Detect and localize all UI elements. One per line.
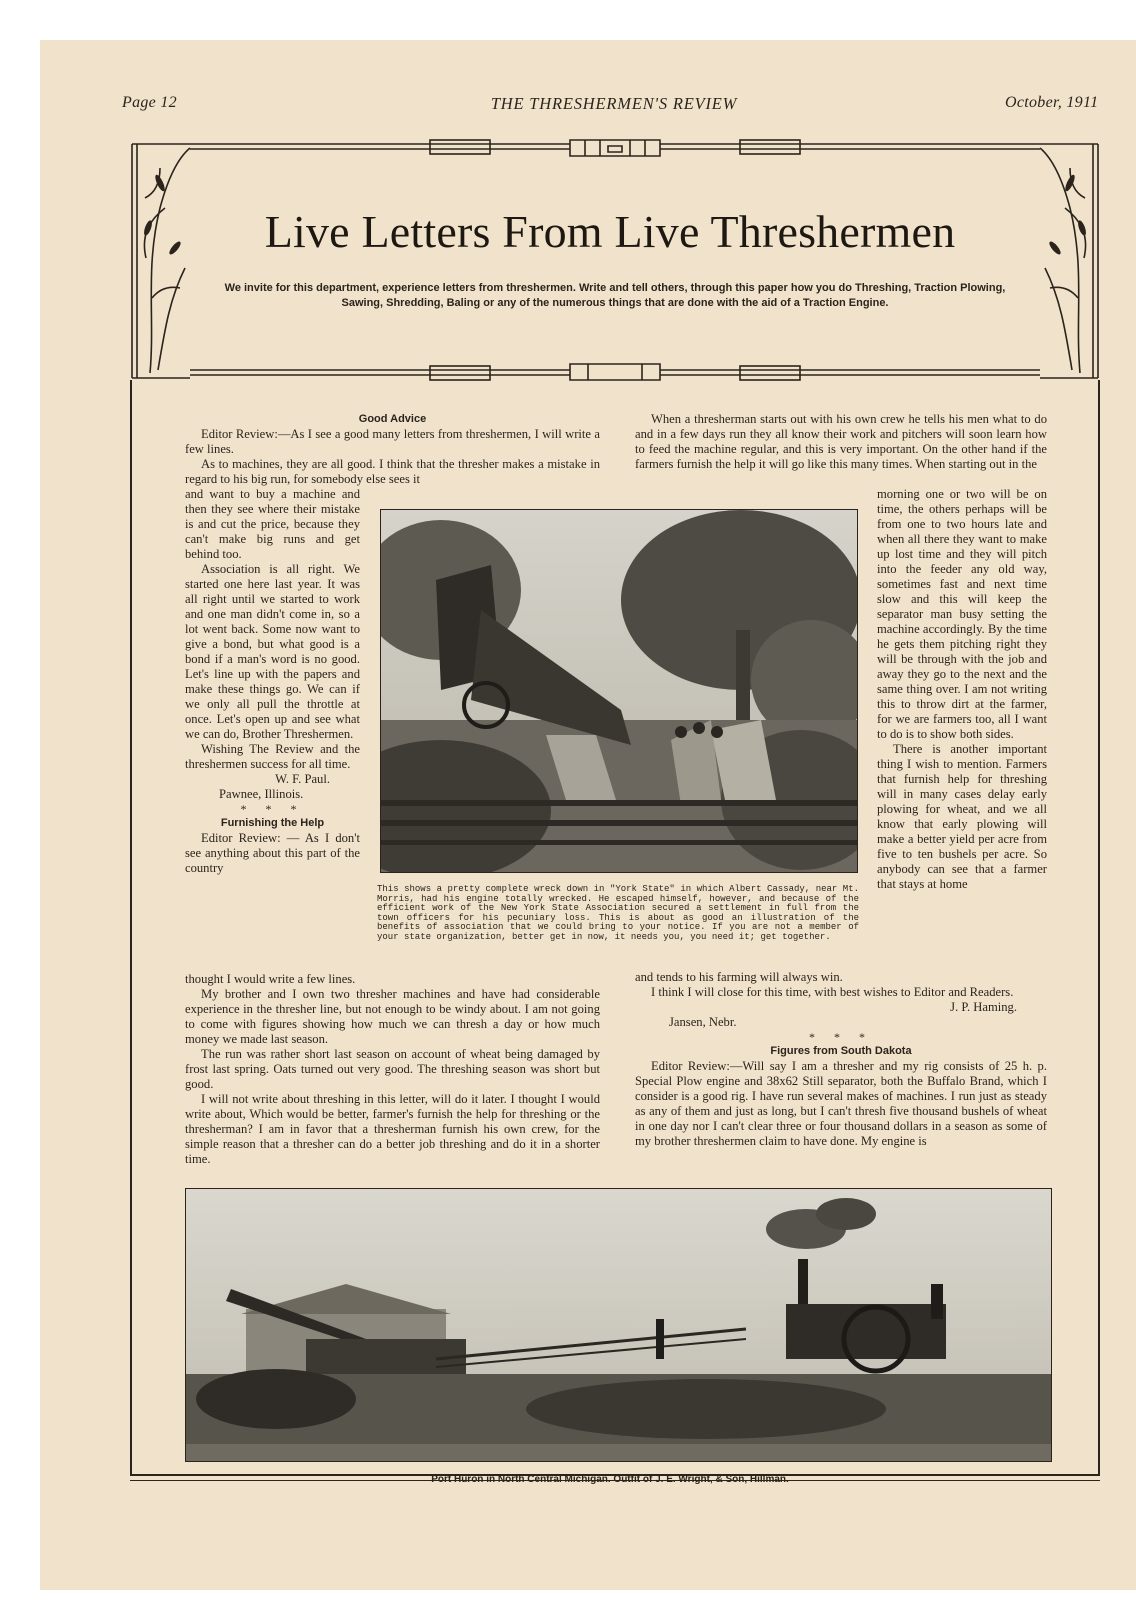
department-intro: We invite for this department, experience letters from threshermen. Write and tell others, through this paper how you do Threshing, Traction Plowing, Sawing, Shredding, Baling or any of the numerous things that are done with the aid of a Traction Engine.: [224, 282, 1006, 309]
port-huron-photo: [185, 1188, 1052, 1462]
paragraph: As to machines, they are all good. I think that the thresher makes a mistake in regard to his big run, for somebody else sees it: [185, 457, 600, 486]
paragraph: Association is all right. We started one here last year. It was all right until we started to work and one man didn't come in, so a lot went back. Some now want to give a bond, but what good is a bond if a man's word is no good. Let's line up with the papers and make these things go. We can if we only all pull the throttle at once. Let's open up and see what we can do, Brother Threshermen.: [185, 562, 360, 741]
port-huron-caption: Port Huron in North Central Michigan. Outfit of J. E. Wright, & Son, Hillman.: [431, 1474, 789, 1485]
paragraph: There is another important thing I wish to mention. Farmers that furnish help for threshing will in many cases delay early plowing for wheat, and we all know that early plowing will make a better yield per acre from five to ten bushels per acre. So anybody can see that a farmer that stays at home: [877, 742, 1047, 891]
heading-good-advice: Good Advice: [358, 413, 427, 425]
issue-date: October, 1911: [1005, 94, 1099, 111]
publication-title: THE THRESHERMEN'S REVIEW: [490, 94, 738, 113]
paragraph: Editor Review:—As I see a good many letters from threshermen, I will write a few lines.: [185, 427, 600, 456]
paragraph: I think I will close for this time, with best wishes to Editor and Readers.: [651, 985, 1014, 999]
paragraph: thought I would write a few lines.: [185, 972, 356, 986]
paragraph: morning one or two will be on time, the others perhaps will be from one to two hours late and when all there they want to make up lost time and they will pitch into the feeder any old way, sometimes fast and next time slow and this will keep the separator man busy setting the machine accordingly. By the time he gets them pitching right they will be through with the job and away they go to the next and the same thing over. I am not writing this to throw dirt at the farmer, for we are farmers too, all I want to do is to show both sides.: [877, 487, 1047, 741]
paragraph: and tends to his farming will always win.: [635, 970, 843, 984]
paragraph: Editor Review:—Will say I am a thresher and my rig consists of 25 h. p. Special Plow engine and 38x62 Still separator, both the Buffalo Brand, which I consider is a good rig. I have run several makes of machines. I run just as steady as any of them and just as long, but I can't thresh five thousand bushels of wheat in one day nor I can't clear three or four thousand dollars in a season as some of my brother threshermen claim to have done. My engine is: [635, 1059, 1047, 1148]
paragraph: I will not write about threshing in this letter, will do it later. I thought I would write about, Which would be better, farmer's furnish the help for threshing or the thresherman? I am in favor that a thresherman furnish his own crew, for the simple reason that a thresher can do a better job threshing and do it in a shorter time.: [185, 1092, 600, 1166]
heading-furnishing-help: Furnishing the Help: [220, 817, 325, 829]
signature-location: Jansen, Nebr.: [669, 1015, 737, 1029]
signature: J. P. Haming.: [950, 1000, 1017, 1014]
port-huron-photo-image: [186, 1189, 1051, 1461]
wreck-photo-caption: This shows a pretty complete wreck down in "York State" in which Albert Cassady, near Mt. Morris, had his engine totally wrecked. He escaped himself, however, and because of the efficient work of the New York State Association secured a settlement in full from the town officers for his pecuniary loss. This is about as good an illustration of the benefits of association that we could bring to your notice. If you are not a member of your state organization, better get in now, it needs you, you need it; get together.: [377, 884, 859, 942]
paragraph: When a thresherman starts out with his own crew he tells his men what to do and in a few days run they all know their work and pitchers will soon learn how to feed the machine regular, and this is very important. On the other hand if the farmers furnish the help it will go like this many times. When starting out in the: [635, 412, 1047, 471]
letter-good-advice-top: [185, 412, 600, 487]
letter-continued-top: [635, 412, 1047, 472]
letter-continued-bottom: [635, 970, 1047, 1149]
frame-left-rule: [130, 380, 132, 1476]
section-divider-stars: * * *: [809, 1030, 873, 1044]
paragraph: and want to buy a machine and then they see where their mistake is and cut the price, because they can't make big runs and get behind too.: [185, 487, 360, 561]
paragraph: Wishing The Review and the threshermen success for all time.: [185, 742, 360, 771]
signature: W. F. Paul.: [275, 772, 330, 786]
heading-south-dakota: Figures from South Dakota: [770, 1045, 912, 1057]
signature-location: Pawnee, Illinois.: [219, 787, 304, 801]
letter-continued-narrow: [877, 487, 1047, 892]
paragraph: The run was rather short last season on account of wheat being damaged by frost last spring. Oats turned out very good. The threshing season was short but good.: [185, 1047, 600, 1091]
wreck-photo: [380, 509, 858, 873]
banner-ornament-frame: [130, 138, 1100, 383]
paragraph: Editor Review: — As I don't see anything about this part of the country: [185, 831, 360, 875]
section-divider-stars: * * *: [240, 802, 305, 816]
letter-good-advice-narrow: [185, 487, 360, 876]
department-title: Live Letters From Live Threshermen: [264, 206, 956, 257]
wreck-photo-image: [381, 510, 857, 872]
page-number: Page 12: [122, 94, 177, 111]
paragraph: My brother and I own two thresher machines and have had considerable experience in the thresher line, but not enough to be windy about. I am not going to come with figures showing how much we can thresh a day or how much money we made last season.: [185, 987, 600, 1046]
frame-right-rule: [1098, 380, 1100, 1476]
letter-furnishing-help-bottom: [185, 972, 600, 1167]
